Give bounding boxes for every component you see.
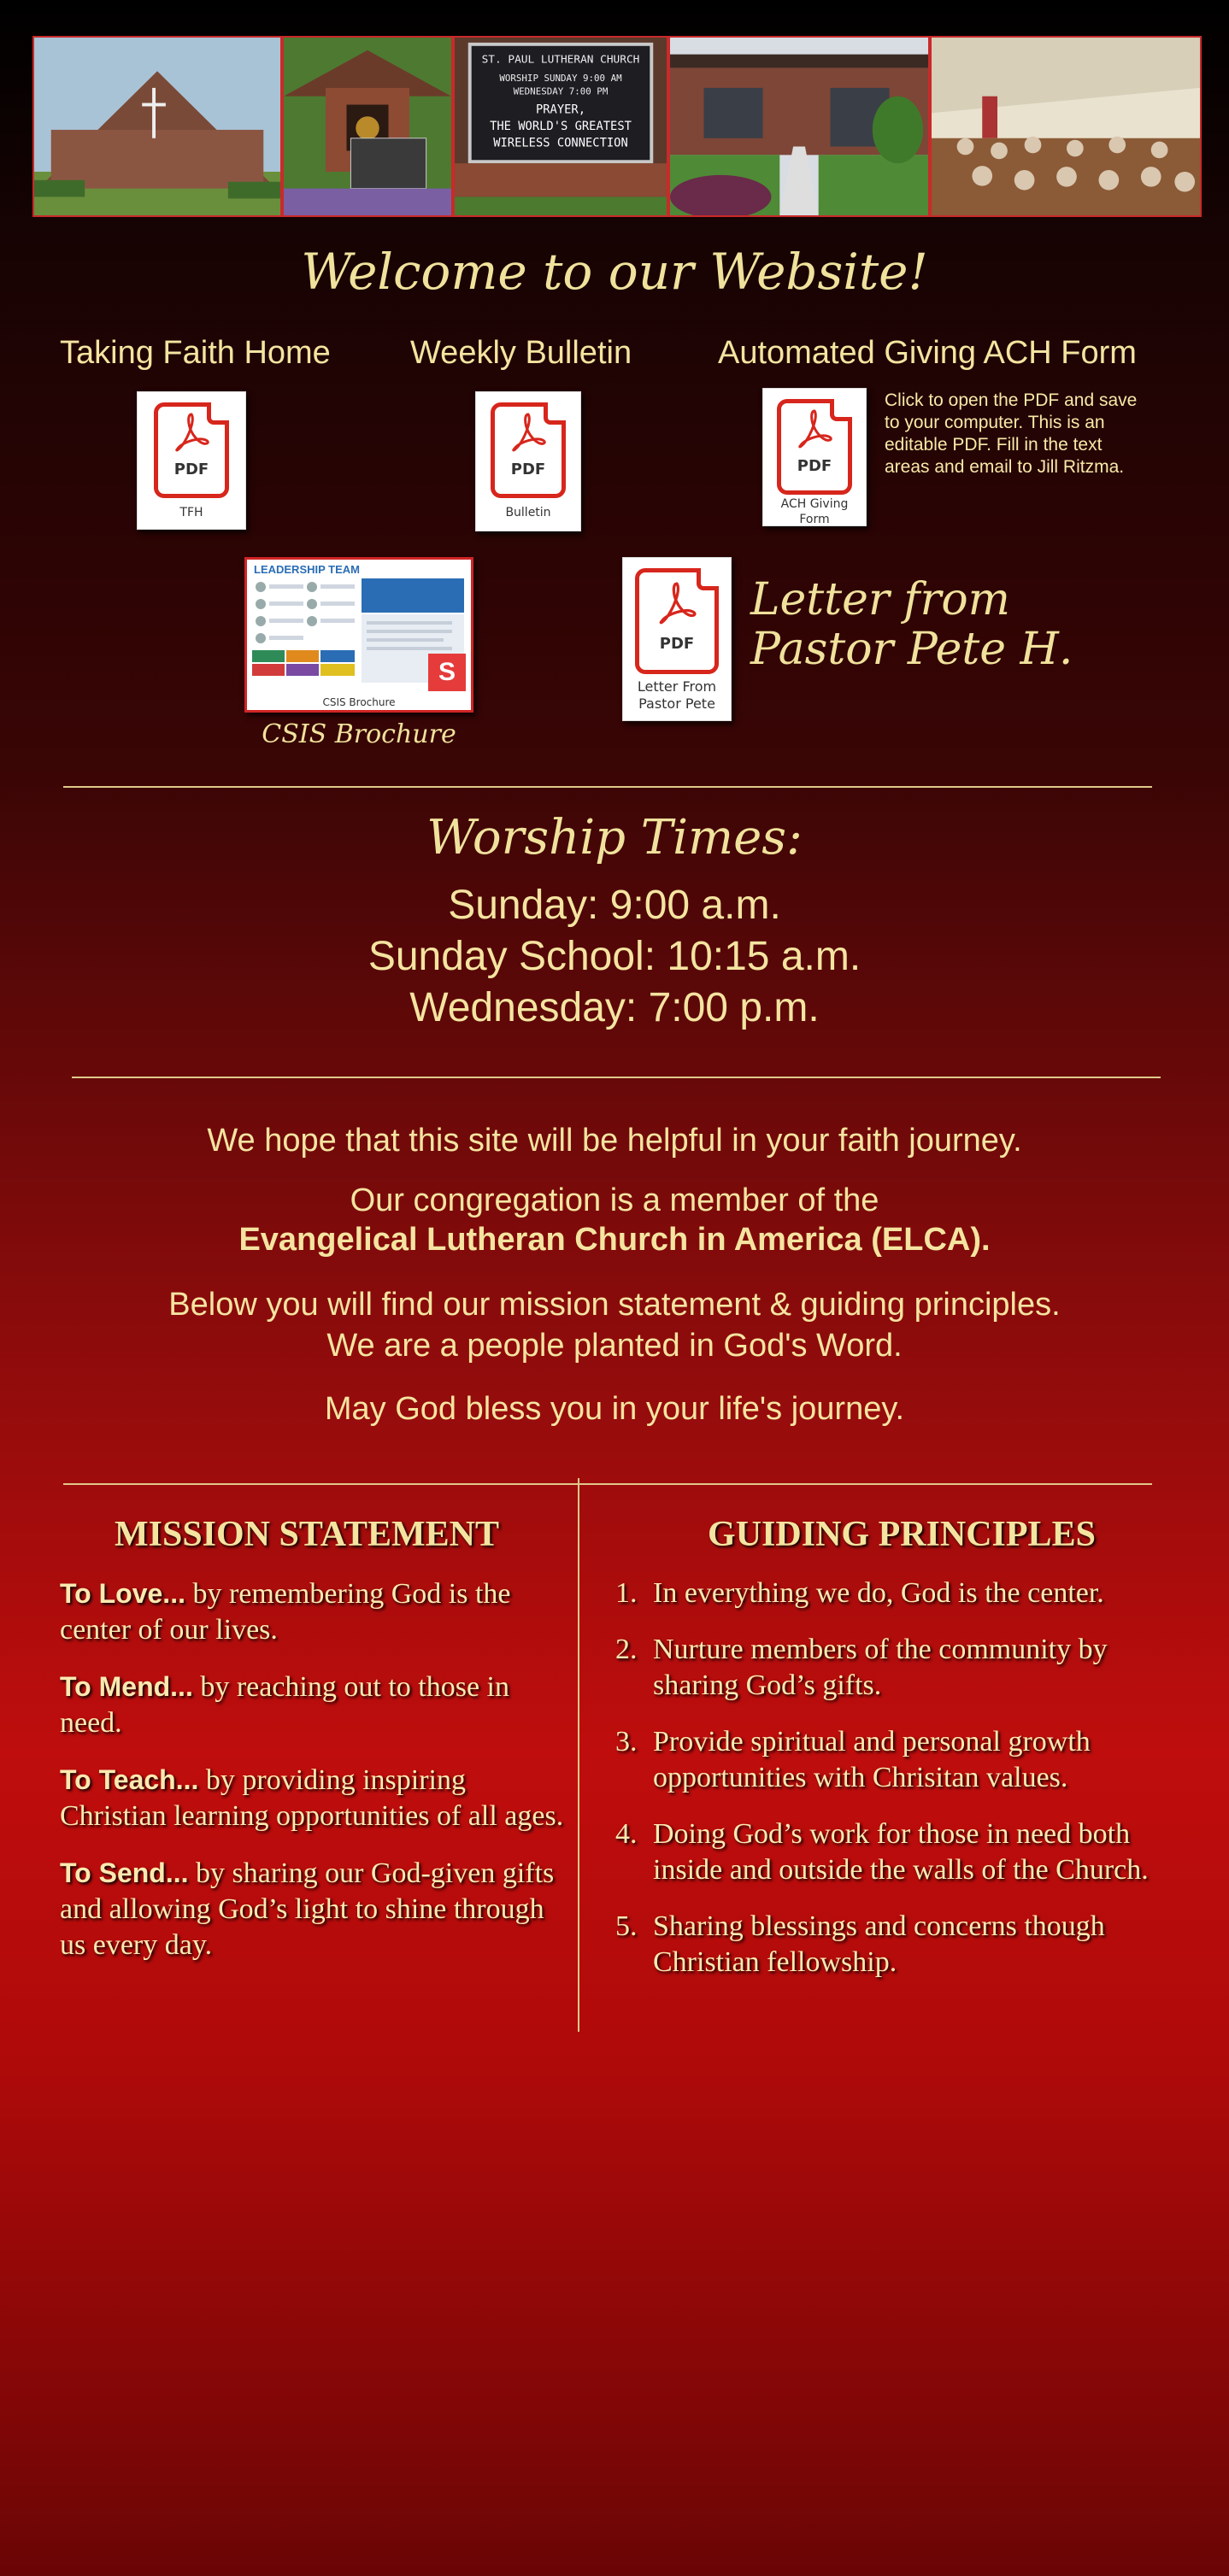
intro-member: Our congregation is a member of the: [350, 1182, 879, 1218]
photo-church-entrance: [668, 36, 930, 217]
principle-text: In everything we do, God is the center.: [653, 1577, 1104, 1609]
mission-text: by providing inspiring Christian learning opportunities of all ages.: [60, 1764, 564, 1832]
photo-church-sign: [453, 36, 668, 217]
bulletin-caption: Bulletin: [505, 506, 551, 519]
divider: [72, 1077, 1161, 1078]
welcome-heading: Welcome to our Website!: [301, 243, 928, 301]
pdf-label: PDF: [797, 457, 832, 475]
mission-lead: To Send...: [60, 1857, 189, 1888]
sign-line-6: WIRELESS CONNECTION: [493, 136, 628, 150]
divider: [63, 1483, 1152, 1485]
pastor-letter-caption-line2: Pastor Pete: [638, 695, 715, 712]
principle-item: [615, 1909, 1179, 1980]
divider: [63, 786, 1152, 788]
acrobat-icon: [509, 413, 547, 452]
taking-faith-home-title[interactable]: Taking Faith Home: [60, 335, 331, 371]
worship-time-wednesday: Wednesday: 7:00 p.m.: [409, 985, 820, 1030]
weekly-bulletin-title[interactable]: Weekly Bulletin: [410, 335, 632, 371]
column-divider: [578, 1478, 579, 2032]
principle-item: [615, 1816, 1179, 1888]
pastor-letter-caption-line1: Letter From: [637, 678, 717, 695]
intro-helpful: We hope that this site will be helpful in your faith journey.: [207, 1123, 1022, 1159]
worship-time-sunday-school: Sunday School: 10:15 a.m.: [368, 934, 861, 979]
brochure-thumb-title: LEADERSHIP TEAM: [254, 563, 360, 576]
intro-planted: We are a people planted in God's Word.: [326, 1328, 903, 1364]
csis-brochure-thumbnail[interactable]: [244, 557, 473, 713]
principle-item: [615, 1576, 1179, 1611]
mission-list: [60, 1576, 564, 1984]
mission-item: [60, 1762, 564, 1834]
sign-line-2: WORSHIP SUNDAY 9:00 AM: [499, 73, 622, 85]
ach-pdf-link[interactable]: [762, 388, 867, 526]
acrobat-icon: [656, 582, 697, 625]
brochure-thumb-caption: CSIS Brochure: [322, 696, 396, 708]
principle-text: Sharing blessings and concerns though Christian fellowship.: [653, 1910, 1105, 1978]
photo-bell-tower: [282, 36, 453, 217]
pdf-label: PDF: [659, 635, 695, 653]
mission-item: [60, 1669, 564, 1741]
pdf-label: PDF: [173, 461, 209, 478]
csis-brochure-label[interactable]: CSIS Brochure: [262, 719, 456, 749]
principle-number: 2.: [615, 1634, 638, 1665]
mission-lead: To Love...: [60, 1578, 185, 1609]
principle-text: Nurture members of the community by sharing God’s gifts.: [653, 1634, 1108, 1701]
bulletin-pdf-link[interactable]: [475, 391, 581, 531]
mission-lead: To Teach...: [60, 1764, 199, 1795]
sign-line-3: WEDNESDAY 7:00 PM: [513, 85, 609, 97]
ach-caption-line2: Form: [799, 513, 830, 526]
worship-time-sunday: Sunday: 9:00 a.m.: [448, 883, 781, 928]
photo-congregation-interior: [930, 36, 1202, 217]
sign-line-5: THE WORLD'S GREATEST: [490, 119, 632, 133]
mission-item: [60, 1855, 564, 1963]
guiding-principles-heading: GUIDING PRINCIPLES: [708, 1515, 1096, 1554]
mission-statement-heading: MISSION STATEMENT: [114, 1515, 500, 1554]
principles-list: [615, 1576, 1179, 2001]
ach-form-title[interactable]: Automated Giving ACH Form: [718, 335, 1137, 371]
principle-number: 5.: [615, 1910, 638, 1942]
principle-text: Provide spiritual and personal growth opportunities with Chrisitan values.: [653, 1726, 1091, 1793]
pdf-label: PDF: [510, 461, 546, 478]
ach-caption-line1: ACH Giving: [780, 497, 849, 511]
acrobat-icon: [173, 413, 210, 452]
principle-item: [615, 1632, 1179, 1704]
mission-text: by reaching out to those in need.: [60, 1671, 509, 1739]
mission-text: by sharing our God-given gifts and allowing God’s light to shine through us every day.: [60, 1857, 555, 1961]
tfh-pdf-link[interactable]: [137, 391, 246, 530]
acrobat-icon: [796, 409, 833, 449]
intro-elca: Evangelical Lutheran Church in America (ELCA).: [238, 1222, 991, 1258]
ach-instructions: Click to open the PDF and save to your computer. This is an editable PDF. Fill in the text areas and email to Jill Ritzma.: [885, 390, 1138, 477]
photo-church-exterior: [32, 36, 282, 217]
mission-item: [60, 1576, 564, 1648]
principle-number: 4.: [615, 1818, 638, 1850]
tfh-caption: TFH: [179, 506, 203, 519]
principle-item: [615, 1724, 1179, 1796]
principle-number: 1.: [615, 1577, 638, 1609]
pastor-letter-label-line1[interactable]: Letter from: [750, 574, 1010, 625]
mission-lead: To Mend...: [60, 1671, 193, 1702]
principle-text: Doing God’s work for those in need both inside and outside the walls of the Church.: [653, 1818, 1149, 1886]
worship-times-heading: Worship Times:: [426, 810, 803, 866]
intro-below: Below you will find our mission statement & guiding principles.: [168, 1287, 1061, 1323]
mission-text: by remembering God is the center of our lives.: [60, 1578, 511, 1646]
brochure-s-badge: S: [428, 654, 466, 691]
principle-number: 3.: [615, 1726, 638, 1757]
intro-blessing: May God bless you in your life's journey.: [324, 1391, 905, 1427]
sign-line-1: ST. PAUL LUTHERAN CHURCH: [481, 53, 640, 67]
sign-line-4: PRAYER,: [535, 103, 586, 117]
pastor-letter-label-line2[interactable]: Pastor Pete H.: [750, 624, 1073, 675]
pastor-letter-pdf-link[interactable]: [622, 557, 732, 721]
